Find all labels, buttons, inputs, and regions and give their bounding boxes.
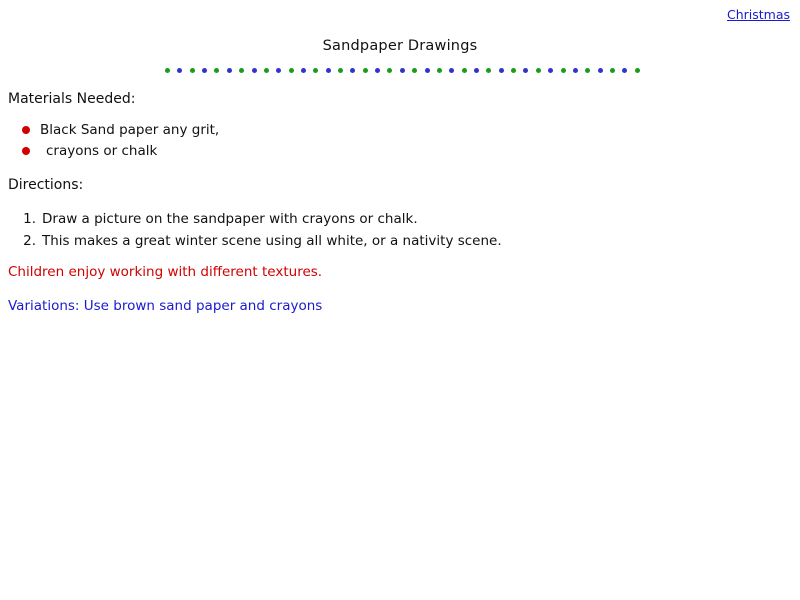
divider-dot-icon	[523, 68, 528, 73]
divider-dot-icon	[598, 68, 603, 73]
divider-dot-icon	[499, 68, 504, 73]
divider-dot-icon	[190, 68, 195, 73]
page-title: Sandpaper Drawings	[322, 38, 478, 54]
divider-dot-icon	[449, 68, 454, 73]
divider-dot-icon	[177, 68, 182, 73]
list-item-number: 1.	[23, 211, 36, 227]
divider-dot-icon	[214, 68, 219, 73]
list-item	[18, 209, 502, 230]
divider-dot-icon	[264, 68, 269, 73]
divider-dot-icon	[313, 68, 318, 73]
divider-dot-icon	[536, 68, 541, 73]
list-item-text: Draw a picture on the sandpaper with crayons or chalk.	[42, 211, 418, 227]
divider-dot-icon	[610, 68, 615, 73]
divider-dot-icon	[548, 68, 553, 73]
bullet-dot-icon	[22, 147, 30, 155]
divider-dot-icon	[289, 68, 294, 73]
divider-dot-icon	[165, 68, 170, 73]
divider-dot-icon	[276, 68, 281, 73]
divider-dot-icon	[239, 68, 244, 73]
directions-list	[18, 209, 502, 253]
list-item	[14, 120, 219, 140]
divider-dot-icon	[635, 68, 640, 73]
list-item-number: 2.	[23, 233, 36, 249]
divider-dot-icon	[400, 68, 405, 73]
list-item	[14, 141, 219, 161]
divider-dot-icon	[474, 68, 479, 73]
divider-dot-icon	[622, 68, 627, 73]
divider-dot-icon	[573, 68, 578, 73]
list-item	[18, 231, 502, 252]
divider-dot-icon	[425, 68, 430, 73]
directions-heading: Directions:	[8, 177, 84, 193]
divider-dot-icon	[412, 68, 417, 73]
divider-dot-icon	[511, 68, 516, 73]
divider-dot-icon	[202, 68, 207, 73]
divider-dot-icon	[326, 68, 331, 73]
list-item-text: Black Sand paper any grit,	[40, 122, 220, 138]
divider-dot-icon	[252, 68, 257, 73]
divider-dot-icon	[350, 68, 355, 73]
note-blue-text: Variations: Use brown sand paper and crayons	[8, 298, 323, 314]
bullet-dot-icon	[22, 126, 30, 134]
divider-dot-icon	[437, 68, 442, 73]
materials-list	[14, 120, 219, 162]
divider-dot-icon	[486, 68, 491, 73]
divider-dot-icon	[338, 68, 343, 73]
divider-dot-icon	[227, 68, 232, 73]
list-item-text: crayons or chalk	[46, 143, 158, 159]
divider-dot-icon	[585, 68, 590, 73]
divider-dot-icon	[301, 68, 306, 73]
divider-dot-icon	[375, 68, 380, 73]
list-item-text: This makes a great winter scene using all white, or a nativity scene.	[42, 233, 502, 249]
divider-dot-icon	[561, 68, 566, 73]
christmas-link[interactable]: Christmas	[726, 7, 790, 22]
dotted-divider	[165, 63, 640, 77]
divider-dot-icon	[363, 68, 368, 73]
divider-dot-icon	[462, 68, 467, 73]
note-red-text: Children enjoy working with different textures.	[8, 264, 323, 280]
materials-heading: Materials Needed:	[8, 91, 136, 107]
divider-dot-icon	[387, 68, 392, 73]
